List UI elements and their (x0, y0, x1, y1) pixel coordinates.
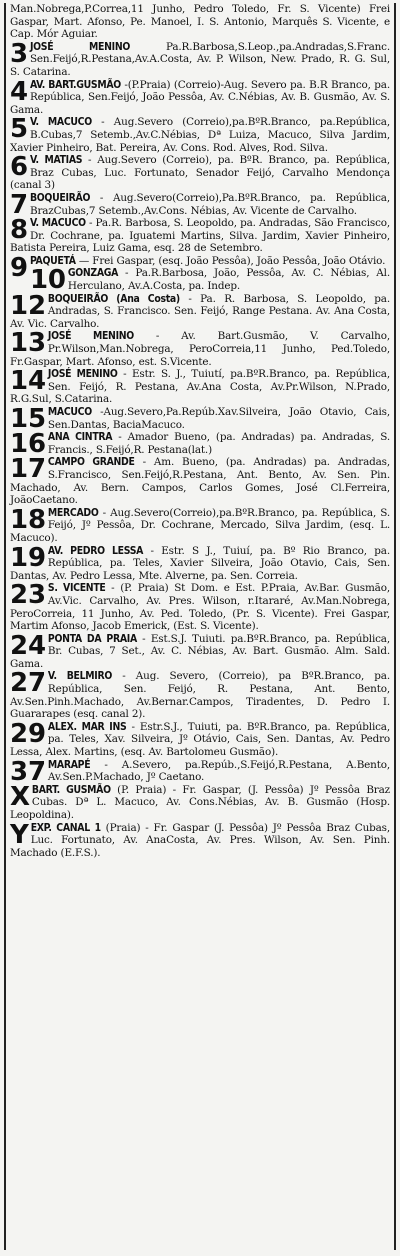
route-number: 8 (10, 215, 28, 246)
route-name: V. MACUCO (29, 217, 86, 230)
route-description: - Aug.Severo (Correio),pa.BºR.Branco, pa.República, B.Cubas,7 Setemb.,Av.C.Nébias, Dª Luiza, Macuco, Silva Jardim, Xavier Pinheiro, Bat. Pereira, Av. Cons. Rod. Alves, Rod. Silva. (10, 116, 390, 154)
route-number: 19 (10, 542, 46, 573)
route-name: JOSÉ MENINO (29, 40, 131, 53)
route-description: - Pa. R. Barbosa, S. Leopoldo, pa. Andradas, S. Francisco. Sen. Feijó, Range Pestana. Av. Ana Costa, Av. Vic. Carvalho. (10, 292, 390, 330)
route-name: BOQUEIRÃO (29, 191, 91, 204)
route-name: JOSÉ MENINO (47, 330, 134, 343)
route-name: JOSÉ MENINO (47, 368, 118, 381)
route-description: - A.Severo, pa.Repúb.,S.Feijó,R.Pestana, A.Bento, Av.Sen.P.Machado, Jº Caetano. (47, 758, 390, 784)
route-entry (10, 670, 390, 720)
route-name: EXP. CANAL 1 (30, 821, 101, 834)
route-description: - Pa.R.Barbosa, João, Pessôa, Av. C. Nébias, Al. Herculano, Av.A.Costa, pa. Indep. (67, 267, 390, 293)
route-description: - Av. Bart.Gusmão, V. Carvalho, Pr.Wilson,Man.Nobrega, PeroCorreia,11 Junho, Ped.Toledo, Fr.Gaspar, Mart. Afonso, est. S.Vicente. (10, 330, 390, 368)
route-number: 3 (10, 38, 28, 69)
route-entry (10, 718, 391, 759)
route-entry (10, 290, 390, 331)
route-description: - Amador Bueno, (pa. Andradas) pa. Andradas, S. Francis., S.Feijó,R. Pestana(lat.) (47, 431, 390, 456)
route-number: 13 (10, 328, 46, 359)
route-number: 14 (10, 366, 46, 397)
route-name: CAMPO GRANDE (47, 456, 135, 469)
route-number: 5 (10, 114, 28, 145)
route-description: -Aug.Severo,Pa.Repúb.Xav.Silveira, João Otavio, Cais, Sen.Dantas, BaciaMacuco. (47, 406, 390, 431)
route-entry (10, 217, 390, 255)
route-name: MARAPÉ (47, 758, 91, 771)
route-number: 18 (10, 504, 46, 535)
route-description: -(P.Praia) (Correio)-Aug. Severo pa. B.R Branco, pa. República, Sen.Feijó, João Pessôa, Av. C.Nébias, Av. B. Gusmão, Av. S. Gama. (10, 78, 390, 116)
route-number: Y (10, 819, 29, 850)
route-name: S. VICENTE (47, 582, 106, 595)
route-description: - Estr.S.J., Tuiuti, pa. BºR.Branco, pa. República, pa. Teles, Xav. Silveira, Jº Otávio, Cais, Sen. Dantas, Av. Pedro Lessa, Alex. Martins, (esq. Av. Bartolomeu Gusmão). (10, 720, 391, 759)
route-entry (10, 456, 390, 506)
route-name: AV. BART.GUSMÃO (29, 78, 121, 91)
route-name: V. MATIAS (29, 154, 83, 167)
route-entry (10, 116, 390, 154)
route-name: MERCADO (47, 506, 99, 519)
route-number: 7 (10, 189, 28, 220)
route-description: Pa.R.Barbosa,S.Leop.,pa.Andradas,S.Franc. Sen.Feijó,R.Pestana,Av.A.Costa, Av. P. Wilson, New. Prado, R. G. Sul, S. Catarina. (10, 40, 390, 78)
route-description: - Aug.Severo(Correio),Pa.BºR.Branco, pa. República, BrazCubas,7 Setemb.,Av.Cons. Nébias, Av. Vicente de Carvalho. (29, 191, 390, 217)
route-entry (10, 189, 390, 220)
route-entry (10, 368, 390, 406)
route-description: - Estr. S. J., Tuiutí, pa.BºR.Branco, pa. República, Sen. Feijó, R. Pestana, Av.Ana Costa, Av.Pr.Wilson, N.Prado, R.G.Sul, S.Catarina. (10, 368, 390, 406)
route-description: (P. Praia) - Fr. Gaspar, (J. Pessôa) Jº Pessôa Braz Cubas. Dª L. Macuco, Av. Cons.Nébias, Av. B. Gusmão (Hosp. Leopoldina). (10, 783, 390, 821)
route-description: - Aug. Severo, (Correio), pa BºR.Branco, pa. República, Sen. Feijó, R. Pestana, Ant. Bento, Av.Sen.Pinh.Machado, Av.Bernar.Campos, Tiradentes, D. Pedro I. Guararapes (esq. canal 2). (10, 670, 390, 721)
route-description: - Aug.Severo(Correio),pa.BºR.Branco, pa. República, S. Feijó, Jº Pessôa, Dr. Cochrane, Mercado, Silva Jardim, (esq. L. Macuco). (10, 506, 390, 544)
route-number: 17 (10, 454, 46, 485)
route-name: ALEX. MAR INS (47, 720, 127, 733)
route-number: 24 (10, 630, 46, 661)
route-entry (10, 404, 390, 434)
route-entry (10, 781, 390, 822)
route-entry (10, 429, 390, 460)
route-description: - Aug.Severo (Correio), pa. BºR. Branco, pa. República, Braz Cubas, Luc. Fortunato, Senador Feijó, Carvalho Mendonça (canal 3) (10, 154, 390, 192)
route-number: X (10, 781, 30, 812)
route-description: (Praia) - Fr. Gaspar (J. Pessôa) Jº Pessôa Braz Cubas, Luc. Fortunato, Av. AnaCosta, Av. Pres. Wilson, Av. Sen. Pinh. Machado (E.F.S.). (10, 821, 391, 859)
route-entry (10, 582, 390, 632)
route-name: V. MACUCO (29, 116, 92, 129)
route-entry (10, 819, 391, 860)
route-entry (10, 265, 390, 296)
route-entry (10, 630, 390, 671)
route-description: — Frei Gaspar, (esq. João Pessôa), João Pessôa, João Otávio. (75, 254, 386, 267)
route-number: 12 (10, 290, 46, 321)
route-number: 9 (10, 252, 28, 283)
route-name: BART. GUSMÃO (31, 783, 111, 796)
route-number: 4 (10, 76, 28, 107)
route-entry (10, 756, 390, 787)
route-description: - Am. Bueno, (pa. Andradas) pa. Andradas, S.Francisco, Sen.Feijó,R.Pestana, Ant. Bento, Av. Sen. Pin. Machado, Av. Bern. Campos, Carlos Gomes, José Cl.Ferreira, JoãoCaetano. (10, 456, 390, 507)
route-name: PAQUETÁ (29, 254, 76, 267)
route-name: BOQUEIRÃO (Ana Costa) (47, 292, 180, 305)
route-name: ANA CINTRA (47, 431, 113, 444)
route-description: - (P. Praia) St Dom. e Est. P.Praia, Av.Bar. Gusmão, Av.Vic. Carvalho, Av. Pres. Wilson, r.Itararé, Av.Man.Nobrega, PeroCorreia, 11 Junho, Av. Ped. Toledo, (Pr. S. Vicente). Frei Gaspar, Martim Afonso, Jacob Emerick, (Est. S. Vicente). (10, 582, 390, 633)
route-number: 6 (10, 152, 28, 183)
route-number: 10 (29, 265, 66, 296)
route-entry (10, 504, 390, 545)
route-number: 29 (10, 718, 46, 749)
route-name: GONZAGA (67, 267, 119, 280)
intro-paragraph: Man.Nobrega,P.Correa,11 Junho, Pedro Toledo, Fr. S. Vicente) Frei Gaspar, Mart. Afonso, Pe. Manoel, I. S. Antonio, Marquês S. Vicente, e Cap. Mór Aguiar. (10, 3, 390, 41)
route-description: - Est.S.J. Tuiuti. pa.BºR.Branco, pa. República, Br. Cubas, 7 Set., Av. C. Nébias, Av. Bart. Gusmão. Alm. Sald. Gama. (10, 632, 390, 670)
route-name: PONTA DA PRAIA (47, 632, 137, 645)
route-description: - Pa.R. Barbosa, S. Leopoldo, pa. Andradas, São Francisco, Dr. Cochrane, pa. Iguatemi Martins, Silva. Jardim, Xavier Pinheiro, Batista Pereira, Luiz Gama, esq. 28 de Setembro. (10, 217, 390, 255)
route-entry (10, 38, 390, 79)
route-entry (10, 542, 390, 583)
bus-route-listing (4, 3, 396, 1250)
route-number: 23 (10, 580, 46, 611)
route-number: 15 (10, 404, 46, 434)
route-entries (10, 38, 391, 860)
route-entry (10, 154, 390, 192)
route-name: V. BELMIRO (47, 670, 113, 683)
route-name: MACUCO (47, 406, 92, 418)
route-description: - Estr. S J., Tuiuí, pa. Bº Rio Branco, pa. República, pa. Teles, Xavier Silveira, João Otavio, Cais, Sen. Dantas, Av. Pedro Lessa, Mte. Alverne, pa. Sen. Correia. (10, 544, 390, 582)
route-entry (10, 330, 390, 368)
route-name: AV. PEDRO LESSA (47, 544, 144, 557)
route-number: 16 (10, 429, 46, 460)
route-entry (10, 76, 390, 117)
route-number: 37 (10, 756, 46, 787)
route-number: 27 (10, 668, 46, 699)
